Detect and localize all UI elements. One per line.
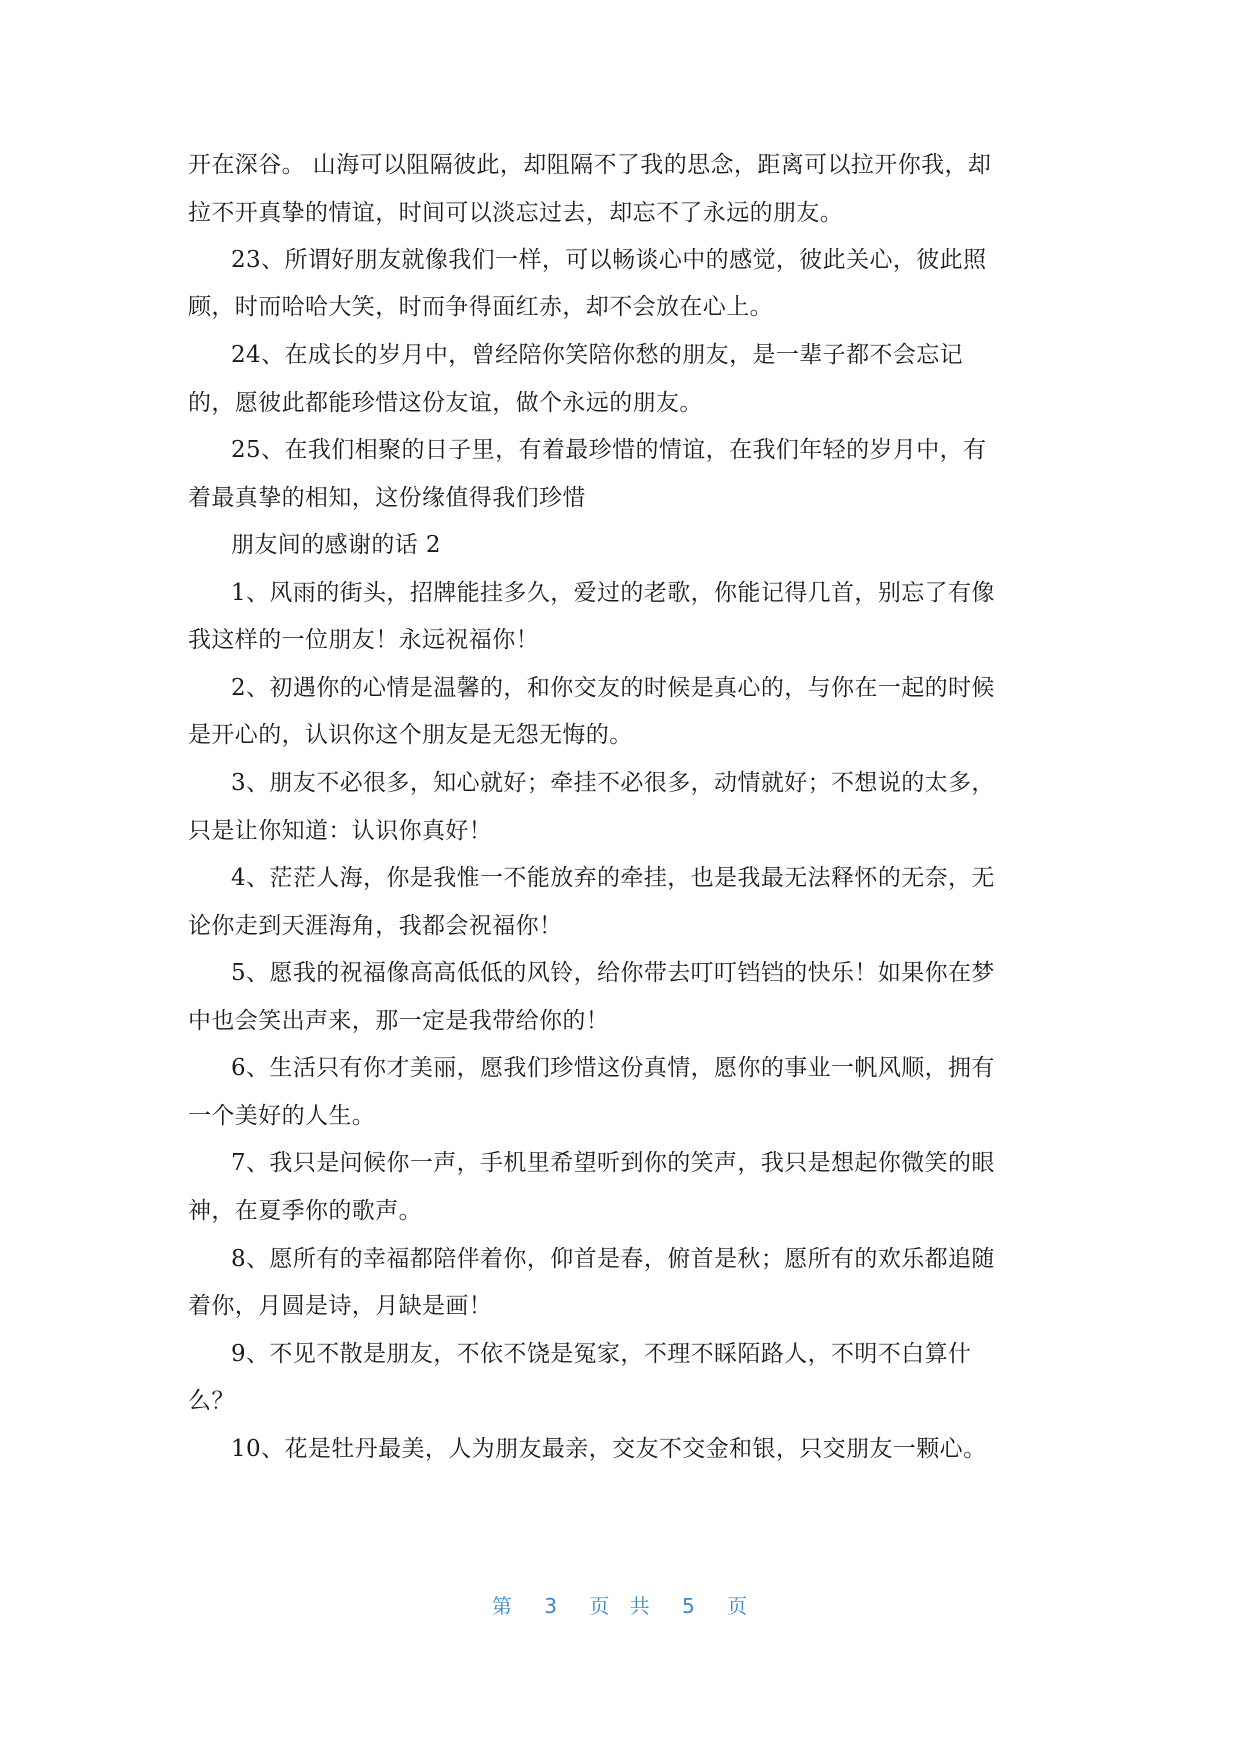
text-line: 我这样的一位朋友！永远祝福你！ — [188, 627, 539, 653]
text-line: 7、我只是问候你一声，手机里希望听到你的笑声，我只是想起你微笑的眼 — [231, 1150, 995, 1176]
text-line: 顾，时而哈哈大笑，时而争得面红赤，却不会放在心上。 — [188, 294, 773, 320]
text-line: 25、在我们相聚的日子里，有着最珍惜的情谊，在我们年轻的岁月中，有 — [231, 437, 987, 463]
text-line: 是开心的，认识你这个朋友是无怨无悔的。 — [188, 722, 633, 748]
total-pages-number: 5 — [682, 1594, 697, 1618]
text-line: 着最真挚的相知，这份缘值得我们珍惜 — [188, 485, 586, 511]
page-label-mid: 页 共 — [589, 1594, 652, 1618]
text-line: 6、生活只有你才美丽，愿我们珍惜这份真情，愿你的事业一帆风顺，拥有 — [231, 1055, 995, 1081]
text-line: 4、茫茫人海，你是我惟一不能放弃的牵挂，也是我最无法释怀的无奈，无 — [231, 865, 995, 891]
page-footer — [0, 1590, 1241, 1619]
text-line: 一个美好的人生。 — [188, 1103, 376, 1129]
text-line: 中也会笑出声来，那一定是我带给你的！ — [188, 1008, 610, 1034]
text-line: 3、朋友不必很多，知心就好；牵挂不必很多，动情就好；不想说的太多， — [231, 770, 995, 796]
text-line: 开在深谷。 山海可以阻隔彼此，却阻隔不了我的思念，距离可以拉开你我，却 — [188, 152, 992, 178]
text-line: 10、花是牡丹最美，人为朋友最亲，交友不交金和银，只交朋友一颗心。 — [231, 1436, 987, 1462]
text-line: 拉不开真挚的情谊，时间可以淡忘过去，却忘不了永远的朋友。 — [188, 200, 844, 226]
page-label-prefix: 第 — [491, 1594, 514, 1618]
text-line: 只是让你知道：认识你真好！ — [188, 818, 493, 844]
text-line: 着你，月圆是诗，月缺是画！ — [188, 1293, 493, 1319]
current-page-number: 3 — [544, 1594, 559, 1618]
text-line: 5、愿我的祝福像高高低低的风铃，给你带去叮叮铛铛的快乐！如果你在梦 — [231, 960, 995, 986]
text-line: 2、初遇你的心情是温馨的，和你交友的时候是真心的，与你在一起的时候 — [231, 675, 995, 701]
text-line: 8、愿所有的幸福都陪伴着你，仰首是春，俯首是秋；愿所有的欢乐都追随 — [231, 1246, 995, 1272]
section-heading: 朋友间的感谢的话 2 — [231, 532, 441, 558]
text-line: 1、风雨的街头，招牌能挂多久，爱过的老歌，你能记得几首，别忘了有像 — [231, 580, 995, 606]
text-line: 24、在成长的岁月中，曾经陪你笑陪你愁的朋友，是一辈子都不会忘记 — [231, 342, 964, 368]
text-line: 9、不见不散是朋友，不依不饶是冤家，不理不睬陌路人，不明不白算什 — [231, 1341, 972, 1367]
text-line: 神，在夏季你的歌声。 — [188, 1198, 422, 1224]
text-line: 23、所谓好朋友就像我们一样，可以畅谈心中的感觉，彼此关心，彼此照 — [231, 247, 987, 273]
text-line: 的，愿彼此都能珍惜这份友谊，做个永远的朋友。 — [188, 390, 703, 416]
text-line: 么？ — [188, 1388, 235, 1414]
page-label-suffix: 页 — [727, 1594, 750, 1618]
text-line: 论你走到天涯海角，我都会祝福你！ — [188, 913, 563, 939]
